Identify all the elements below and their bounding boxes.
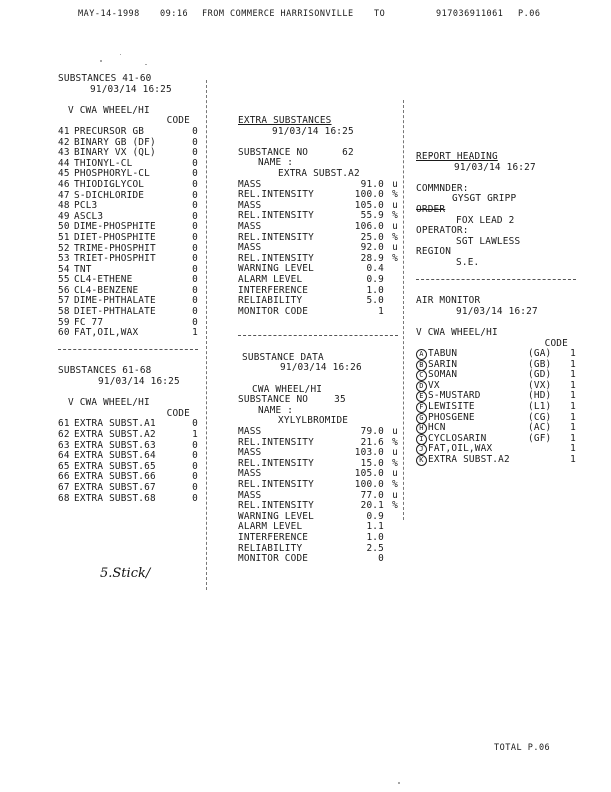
- row-label: MASS: [238, 220, 262, 232]
- substance-name: DIME-PHOSPHITE: [74, 221, 156, 233]
- row-label: REL.INTENSITY: [238, 436, 314, 448]
- row-label: RELIABILITY: [238, 542, 303, 554]
- row-value: 0.4: [366, 263, 384, 275]
- substance-code: 0: [192, 136, 198, 148]
- fax-date: MAY-14-1998: [78, 9, 140, 19]
- substance-code: 0: [192, 263, 198, 275]
- substance-number: 50: [58, 221, 70, 233]
- substance-name: EXTRA SUBST.67: [74, 481, 156, 493]
- substance-name: TRIME-PHOSPHIT: [74, 242, 156, 254]
- substance-code: 0: [192, 157, 198, 169]
- code-header: CODE: [166, 407, 190, 419]
- agent-name: FAT,OIL,WAX: [428, 443, 493, 455]
- agent-code: 1: [570, 454, 576, 466]
- row-label: REL.INTENSITY: [238, 252, 314, 264]
- row-label: REL.INTENSITY: [238, 231, 314, 243]
- agent-name: S-MUSTARD: [428, 390, 481, 402]
- fax-to-number: 917036911061: [436, 9, 504, 19]
- substance-code: 0: [192, 306, 198, 318]
- agent-name: CYCLOSARIN: [428, 432, 487, 444]
- substance-number: 60: [58, 327, 70, 339]
- row-label: MASS: [238, 178, 262, 190]
- agent-name: VX: [428, 379, 440, 391]
- row-unit: %: [392, 500, 398, 512]
- substance-code: 0: [192, 231, 198, 243]
- row-unit: %: [392, 479, 398, 490]
- row-label: WARNING LEVEL: [238, 510, 314, 522]
- row-value: 100.0: [354, 479, 384, 490]
- commander-label: COMMNDER:: [416, 182, 469, 194]
- substance-code: 0: [192, 295, 198, 307]
- substance-code: 0: [192, 253, 198, 265]
- agent-abbr: (L1): [528, 401, 552, 413]
- substance-number: 65: [58, 460, 70, 472]
- row-value: 28.9: [360, 252, 384, 264]
- agent-row: [416, 370, 576, 381]
- timestamp: 91/03/14 16:26: [280, 362, 362, 374]
- row-unit: u: [392, 489, 398, 501]
- section-title: EXTRA SUBSTANCES: [238, 115, 332, 126]
- row-unit: u: [392, 220, 398, 232]
- mass-row: [238, 307, 398, 318]
- agent-name: SARIN: [428, 358, 458, 370]
- row-label: RELIABILITY: [238, 295, 303, 307]
- column-report: [416, 152, 576, 466]
- row-label: REL.INTENSITY: [238, 210, 314, 222]
- substance-no-label: SUBSTANCE NO: [238, 146, 309, 158]
- substance-name: TRIET-PHOSPHIT: [74, 253, 156, 265]
- section-title: SUBSTANCES 61-68: [58, 365, 152, 377]
- substance-name: TNT: [74, 263, 92, 275]
- agent-abbr: (GA): [528, 348, 552, 360]
- row-value: 2.5: [366, 542, 384, 554]
- row-unit: u: [392, 447, 398, 459]
- row-value: 77.0: [360, 489, 384, 501]
- agent-list: [416, 349, 576, 466]
- substance-code: 0: [192, 242, 198, 254]
- fax-from-name: COMMERCE HARRISONVILLE: [230, 9, 354, 19]
- agent-code: 1: [570, 358, 576, 370]
- section-title: SUBSTANCES 41-60: [58, 73, 152, 84]
- row-label: REL.INTENSITY: [238, 457, 314, 469]
- agent-name: LEWISITE: [428, 401, 475, 413]
- row-label: MASS: [238, 447, 262, 459]
- noise-speck: [120, 54, 121, 55]
- noise-speck: [398, 782, 400, 784]
- agent-abbr: (GF): [528, 432, 552, 444]
- agent-marker: I: [416, 434, 427, 445]
- substance-number: 58: [58, 306, 70, 318]
- row-unit: [384, 275, 398, 286]
- agent-code: 1: [570, 432, 576, 444]
- row-value: 100.0: [354, 189, 384, 201]
- agent-name: HCN: [428, 422, 446, 434]
- row-label: MASS: [238, 199, 262, 211]
- substance-no-value: 62: [342, 146, 354, 158]
- row-unit: [384, 544, 398, 555]
- code-header: CODE: [544, 337, 568, 349]
- row-value: 25.0: [360, 231, 384, 243]
- row-label: INTERFERENCE: [238, 531, 309, 543]
- row-unit: %: [392, 189, 398, 201]
- row-unit: %: [392, 457, 398, 469]
- substance-name: PCL3: [74, 200, 98, 212]
- substance-code: 0: [192, 210, 198, 222]
- substance-number: 41: [58, 125, 70, 137]
- row-value: 0.9: [366, 273, 384, 285]
- substance-code: 0: [192, 125, 198, 137]
- timestamp: 91/03/14 16:27: [456, 305, 538, 317]
- row-value: 1.0: [366, 284, 384, 296]
- row-label: MASS: [238, 426, 262, 438]
- row-unit: u: [392, 426, 398, 438]
- substance-number: 55: [58, 274, 70, 286]
- substance-code: 0: [192, 178, 198, 190]
- substance-list: [58, 127, 198, 339]
- substance-number: 64: [58, 450, 70, 462]
- column-substances: [58, 74, 198, 504]
- row-value: 1: [378, 305, 384, 317]
- substance-name: DIET-PHTHALATE: [74, 306, 156, 318]
- timestamp: 91/03/14 16:25: [90, 83, 172, 95]
- agent-marker: C: [416, 370, 427, 381]
- substance-name: FAT,OIL,WAX: [74, 327, 139, 339]
- agent-name: PHOSGENE: [428, 411, 475, 423]
- agent-abbr: [528, 444, 562, 455]
- substance-name: BINARY GB (DF): [74, 136, 156, 148]
- row-unit: [384, 533, 398, 544]
- agent-marker: K: [416, 455, 427, 466]
- substance-number: 66: [58, 471, 70, 483]
- substance-number: 46: [58, 178, 70, 190]
- row-unit: [384, 296, 398, 307]
- region-label: REGION: [416, 246, 452, 258]
- substance-number: 52: [58, 242, 70, 254]
- mass-row: [238, 554, 398, 565]
- substance-name: EXTRA SUBST.66: [74, 471, 156, 483]
- agent-name: TABUN: [428, 348, 458, 360]
- substance-code: 0: [192, 492, 198, 504]
- commander-value: GYSGT GRIPP: [452, 193, 517, 205]
- order-value: FOX LEAD 2: [456, 214, 515, 226]
- section-title: SUBSTANCE DATA: [242, 351, 324, 363]
- mass-row: [238, 480, 398, 491]
- row-value: 20.1: [360, 500, 384, 512]
- substance-name: THIODIGLYCOL: [74, 178, 145, 190]
- substance-row: [58, 483, 198, 494]
- row-label: ALARM LEVEL: [238, 521, 303, 533]
- agent-marker: H: [416, 423, 427, 434]
- row-value: 79.0: [360, 426, 384, 438]
- row-value: 92.0: [360, 242, 384, 254]
- substance-code: 1: [192, 327, 198, 339]
- substance-name: DIME-PHTHALATE: [74, 295, 156, 307]
- name-value: XYLYLBROMIDE: [278, 415, 349, 427]
- order-label: ORDER: [416, 203, 446, 215]
- column-substance-data: [238, 116, 398, 565]
- section-title: AIR MONITOR: [416, 295, 481, 307]
- timestamp: 91/03/14 16:25: [98, 376, 180, 388]
- row-unit: [384, 512, 398, 523]
- row-label: REL.INTENSITY: [238, 189, 314, 201]
- row-value: 0: [378, 553, 384, 565]
- name-label: NAME :: [258, 157, 294, 169]
- agent-marker: D: [416, 381, 427, 392]
- agent-abbr: [528, 455, 562, 466]
- substance-number: 63: [58, 439, 70, 451]
- timestamp: 91/03/14 16:27: [454, 161, 536, 173]
- agent-marker: A: [416, 349, 427, 360]
- row-unit: [384, 554, 398, 565]
- substance-name: PHOSPHORYL-CL: [74, 168, 150, 180]
- row-unit: %: [392, 210, 398, 222]
- substance-name: BINARY VX (QL): [74, 147, 156, 159]
- row-value: 106.0: [354, 220, 384, 232]
- agent-code: 1: [570, 379, 576, 391]
- agent-code: 1: [570, 411, 576, 423]
- row-label: REL.INTENSITY: [238, 479, 314, 490]
- agent-name: SOMAN: [428, 369, 458, 381]
- substance-row: [58, 430, 198, 441]
- mass-row: [238, 275, 398, 286]
- agent-marker: E: [416, 391, 427, 402]
- agent-code: 1: [570, 390, 576, 402]
- substance-code: 0: [192, 284, 198, 296]
- operator-value: SGT LAWLESS: [456, 235, 521, 247]
- row-label: WARNING LEVEL: [238, 263, 314, 275]
- mass-table: [238, 180, 398, 318]
- wheel-subtitle: V CWA WHEEL/HI: [68, 104, 150, 116]
- substance-number: 48: [58, 200, 70, 212]
- substance-name: EXTRA SUBST.63: [74, 439, 156, 451]
- column-divider: [206, 80, 207, 590]
- substance-code: 0: [192, 274, 198, 286]
- section-title: REPORT HEADING: [416, 151, 498, 162]
- substance-code: 1: [192, 429, 198, 440]
- row-unit: [384, 522, 398, 533]
- substance-number: 61: [58, 418, 70, 430]
- substance-name: ASCL3: [74, 210, 104, 222]
- agent-code: 1: [570, 369, 576, 381]
- wheel-subtitle: V CWA WHEEL/HI: [68, 397, 150, 409]
- row-value: 1.0: [366, 531, 384, 543]
- agent-abbr: (GD): [528, 369, 552, 381]
- substance-name: THIONYL-CL: [74, 157, 133, 169]
- substance-name: EXTRA SUBST.65: [74, 460, 156, 472]
- agent-abbr: (HD): [528, 390, 552, 402]
- row-value: 103.0: [354, 447, 384, 459]
- substance-code: 0: [192, 450, 198, 462]
- substance-name: S-DICHLORIDE: [74, 189, 145, 201]
- substance-list: [58, 419, 198, 504]
- code-header: CODE: [166, 115, 190, 127]
- substance-row: [58, 180, 198, 191]
- signature-text: 5.Stick/: [100, 566, 151, 581]
- agent-marker: F: [416, 402, 427, 413]
- substance-no-value: 35: [334, 394, 346, 406]
- substance-code: 0: [192, 439, 198, 451]
- substance-code: 0: [192, 189, 198, 201]
- operator-label: OPERATOR:: [416, 225, 469, 237]
- agent-code: 1: [570, 401, 576, 413]
- substance-code: 0: [192, 168, 198, 180]
- substance-name: CL4-BENZENE: [74, 284, 139, 296]
- mass-table: [238, 427, 398, 565]
- fax-page: P.06: [518, 9, 541, 19]
- row-value: 21.6: [360, 436, 384, 448]
- row-label: MONITOR CODE: [238, 305, 309, 317]
- noise-speck: [145, 64, 147, 65]
- agent-code: 1: [570, 422, 576, 434]
- row-unit: %: [392, 252, 398, 264]
- substance-code: 0: [192, 471, 198, 483]
- substance-number: 47: [58, 189, 70, 201]
- fax-time: 09:16: [160, 9, 189, 19]
- row-value: 105.0: [354, 468, 384, 480]
- substance-name: EXTRA SUBST.68: [74, 492, 156, 504]
- substance-number: 51: [58, 231, 70, 243]
- agent-name: EXTRA SUBST.A2: [428, 454, 510, 466]
- substance-name: CL4-ETHENE: [74, 274, 133, 286]
- wheel-subtitle: CWA WHEEL/HI: [252, 383, 323, 395]
- substance-code: 0: [192, 147, 198, 159]
- substance-no-label: SUBSTANCE NO: [238, 394, 309, 406]
- agent-abbr: (VX): [528, 379, 552, 391]
- row-unit: [384, 286, 398, 297]
- row-label: MONITOR CODE: [238, 553, 309, 565]
- name-label: NAME :: [258, 404, 294, 416]
- column-divider: [403, 100, 404, 520]
- row-label: MASS: [238, 242, 262, 254]
- fax-footer-total: TOTAL P.06: [494, 743, 551, 753]
- handwritten-signature: [100, 566, 150, 581]
- substance-number: 56: [58, 284, 70, 296]
- substance-code: 0: [192, 481, 198, 493]
- substance-number: 68: [58, 492, 70, 504]
- substance-code: 0: [192, 418, 198, 430]
- agent-code: 1: [570, 443, 576, 455]
- fax-header: [78, 9, 558, 23]
- substance-number: 62: [58, 429, 70, 440]
- row-label: ALARM LEVEL: [238, 273, 303, 285]
- fax-to-label: TO: [374, 9, 386, 19]
- substance-number: 45: [58, 168, 70, 180]
- row-label: REL.INTENSITY: [238, 500, 314, 512]
- row-label: MASS: [238, 468, 262, 480]
- substance-number: 59: [58, 316, 70, 328]
- substance-number: 54: [58, 263, 70, 275]
- substance-number: 67: [58, 481, 70, 493]
- substance-name: DIET-PHOSPHITE: [74, 231, 156, 243]
- row-unit: %: [392, 436, 398, 448]
- substance-number: 42: [58, 136, 70, 148]
- substance-name: FC 77: [74, 316, 104, 328]
- mass-row: [238, 533, 398, 544]
- substance-number: 57: [58, 295, 70, 307]
- agent-row: [416, 455, 576, 466]
- row-value: 91.0: [360, 178, 384, 190]
- substance-row: [58, 494, 198, 505]
- substance-row: [58, 127, 198, 138]
- row-unit: [384, 264, 398, 275]
- substance-number: 43: [58, 147, 70, 159]
- substance-name: EXTRA SUBST.A1: [74, 418, 156, 430]
- row-label: MASS: [238, 489, 262, 501]
- noise-speck: [100, 60, 102, 62]
- row-unit: u: [392, 199, 398, 211]
- agent-abbr: (GB): [528, 358, 552, 370]
- substance-code: 0: [192, 221, 198, 233]
- row-unit: %: [392, 231, 398, 243]
- substance-row: [58, 328, 198, 339]
- row-value: 5.0: [366, 295, 384, 307]
- name-value: EXTRA SUBST.A2: [278, 167, 360, 179]
- row-unit: u: [392, 242, 398, 254]
- timestamp: 91/03/14 16:25: [272, 125, 354, 137]
- row-value: 0.9: [366, 510, 384, 522]
- substance-number: 49: [58, 210, 70, 222]
- agent-code: 1: [570, 348, 576, 360]
- row-value: 1.1: [366, 521, 384, 533]
- row-unit: [384, 307, 398, 318]
- agent-abbr: (AC): [528, 422, 552, 434]
- row-unit: u: [392, 468, 398, 480]
- row-value: 55.9: [360, 210, 384, 222]
- substance-code: 0: [192, 200, 198, 212]
- substance-name: EXTRA SUBST.64: [74, 450, 156, 462]
- row-value: 105.0: [354, 199, 384, 211]
- substance-number: 44: [58, 157, 70, 169]
- row-unit: u: [392, 178, 398, 190]
- substance-number: 53: [58, 253, 70, 265]
- substance-code: 0: [192, 316, 198, 328]
- fax-from-label: FROM: [202, 9, 225, 19]
- agent-abbr: (CG): [528, 411, 552, 423]
- substance-row: [58, 233, 198, 244]
- region-value: S.E.: [456, 256, 480, 268]
- row-label: INTERFERENCE: [238, 284, 309, 296]
- agent-marker: G: [416, 413, 427, 424]
- mass-row: [238, 222, 398, 233]
- substance-name: EXTRA SUBST.A2: [74, 429, 156, 440]
- agent-marker: B: [416, 360, 427, 371]
- substance-name: PRECURSOR GB: [74, 125, 145, 137]
- wheel-subtitle: V CWA WHEEL/HI: [416, 326, 498, 338]
- agent-marker: J: [416, 444, 427, 455]
- row-value: 15.0: [360, 457, 384, 469]
- substance-code: 0: [192, 460, 198, 472]
